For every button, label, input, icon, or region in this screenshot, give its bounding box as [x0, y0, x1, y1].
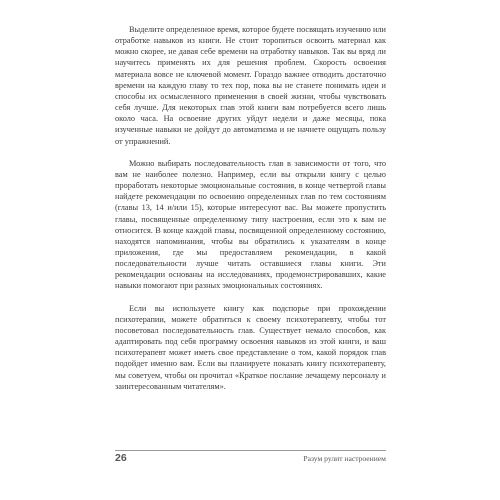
paragraph-1: Выделите определенное время, которое будете посвящать изучению или отработке навыков из книги. Не стоит торопиться освоить материал как можно скорее, не давая себе времени на отработку навыков. Так вы вряд ли научитесь применять их для решения проблем. Скорость освоения материала вовсе не ключевой момент. Гораздо важнее отводить достаточно времени на каждую главу то тех пор, пока вы не станете понимать идеи и способы их осмысленного применения в своей жизни, чтобы чувствовать себя лучше. Для некоторых глав этой книги вам потребуется всего лишь около часа. На освоение других уйдут недели и даже месяцы, пока изученные навыки не дойдут до автоматизма и не начнете ощущать пользу от упражнений. [115, 25, 386, 146]
paragraph-2: Можно выбирать последовательность глав в зависимости от того, что вам не наиболее полезно. Например, если вы открыли книгу с целью проработать некоторые эмоциональные состояния, в конце четвертой главы найдете рекомендации по освоению определенных глав по тем состояниям (главы 13, 14 и/или 15), которые интересуют вас. Вы можете пропустить главы, посвященные определенному типу настроения, если это к вам не относится. В конце каждой главы, посвященной определенному состоянию, находятся напоминания, чтобы вы обратились к указателям в конце приложения, где мы предоставляем рекомендации, в какой последовательности лучше читать оставшиеся главы книги. Эти рекомендации основаны на исследованиях, продемонстрировавших, какие навыки помогают при разных эмоциональных состояниях. [115, 158, 386, 291]
page-number: 26 [115, 452, 127, 464]
footer-rule [115, 450, 386, 451]
running-title: Разум рулит настроением [303, 454, 386, 463]
paragraph-3: Если вы используете книгу как подспорье при прохождении психотерапии, можете обратиться к своему психотерапевту, чтобы тот посоветовал последовательность глав. Существует немало способов, как адаптировать под себя программу освоения навыков из этой книги, и ваш психотерапевт может иметь свое представление о том, какой порядок глав подойдет именно вам. Если вы планируете показать книгу психотерапевту, мы советуем, чтобы он прочитал «Краткое послание лечащему персоналу и заинтересованным читателям». [115, 303, 386, 391]
body-text [115, 24, 386, 392]
